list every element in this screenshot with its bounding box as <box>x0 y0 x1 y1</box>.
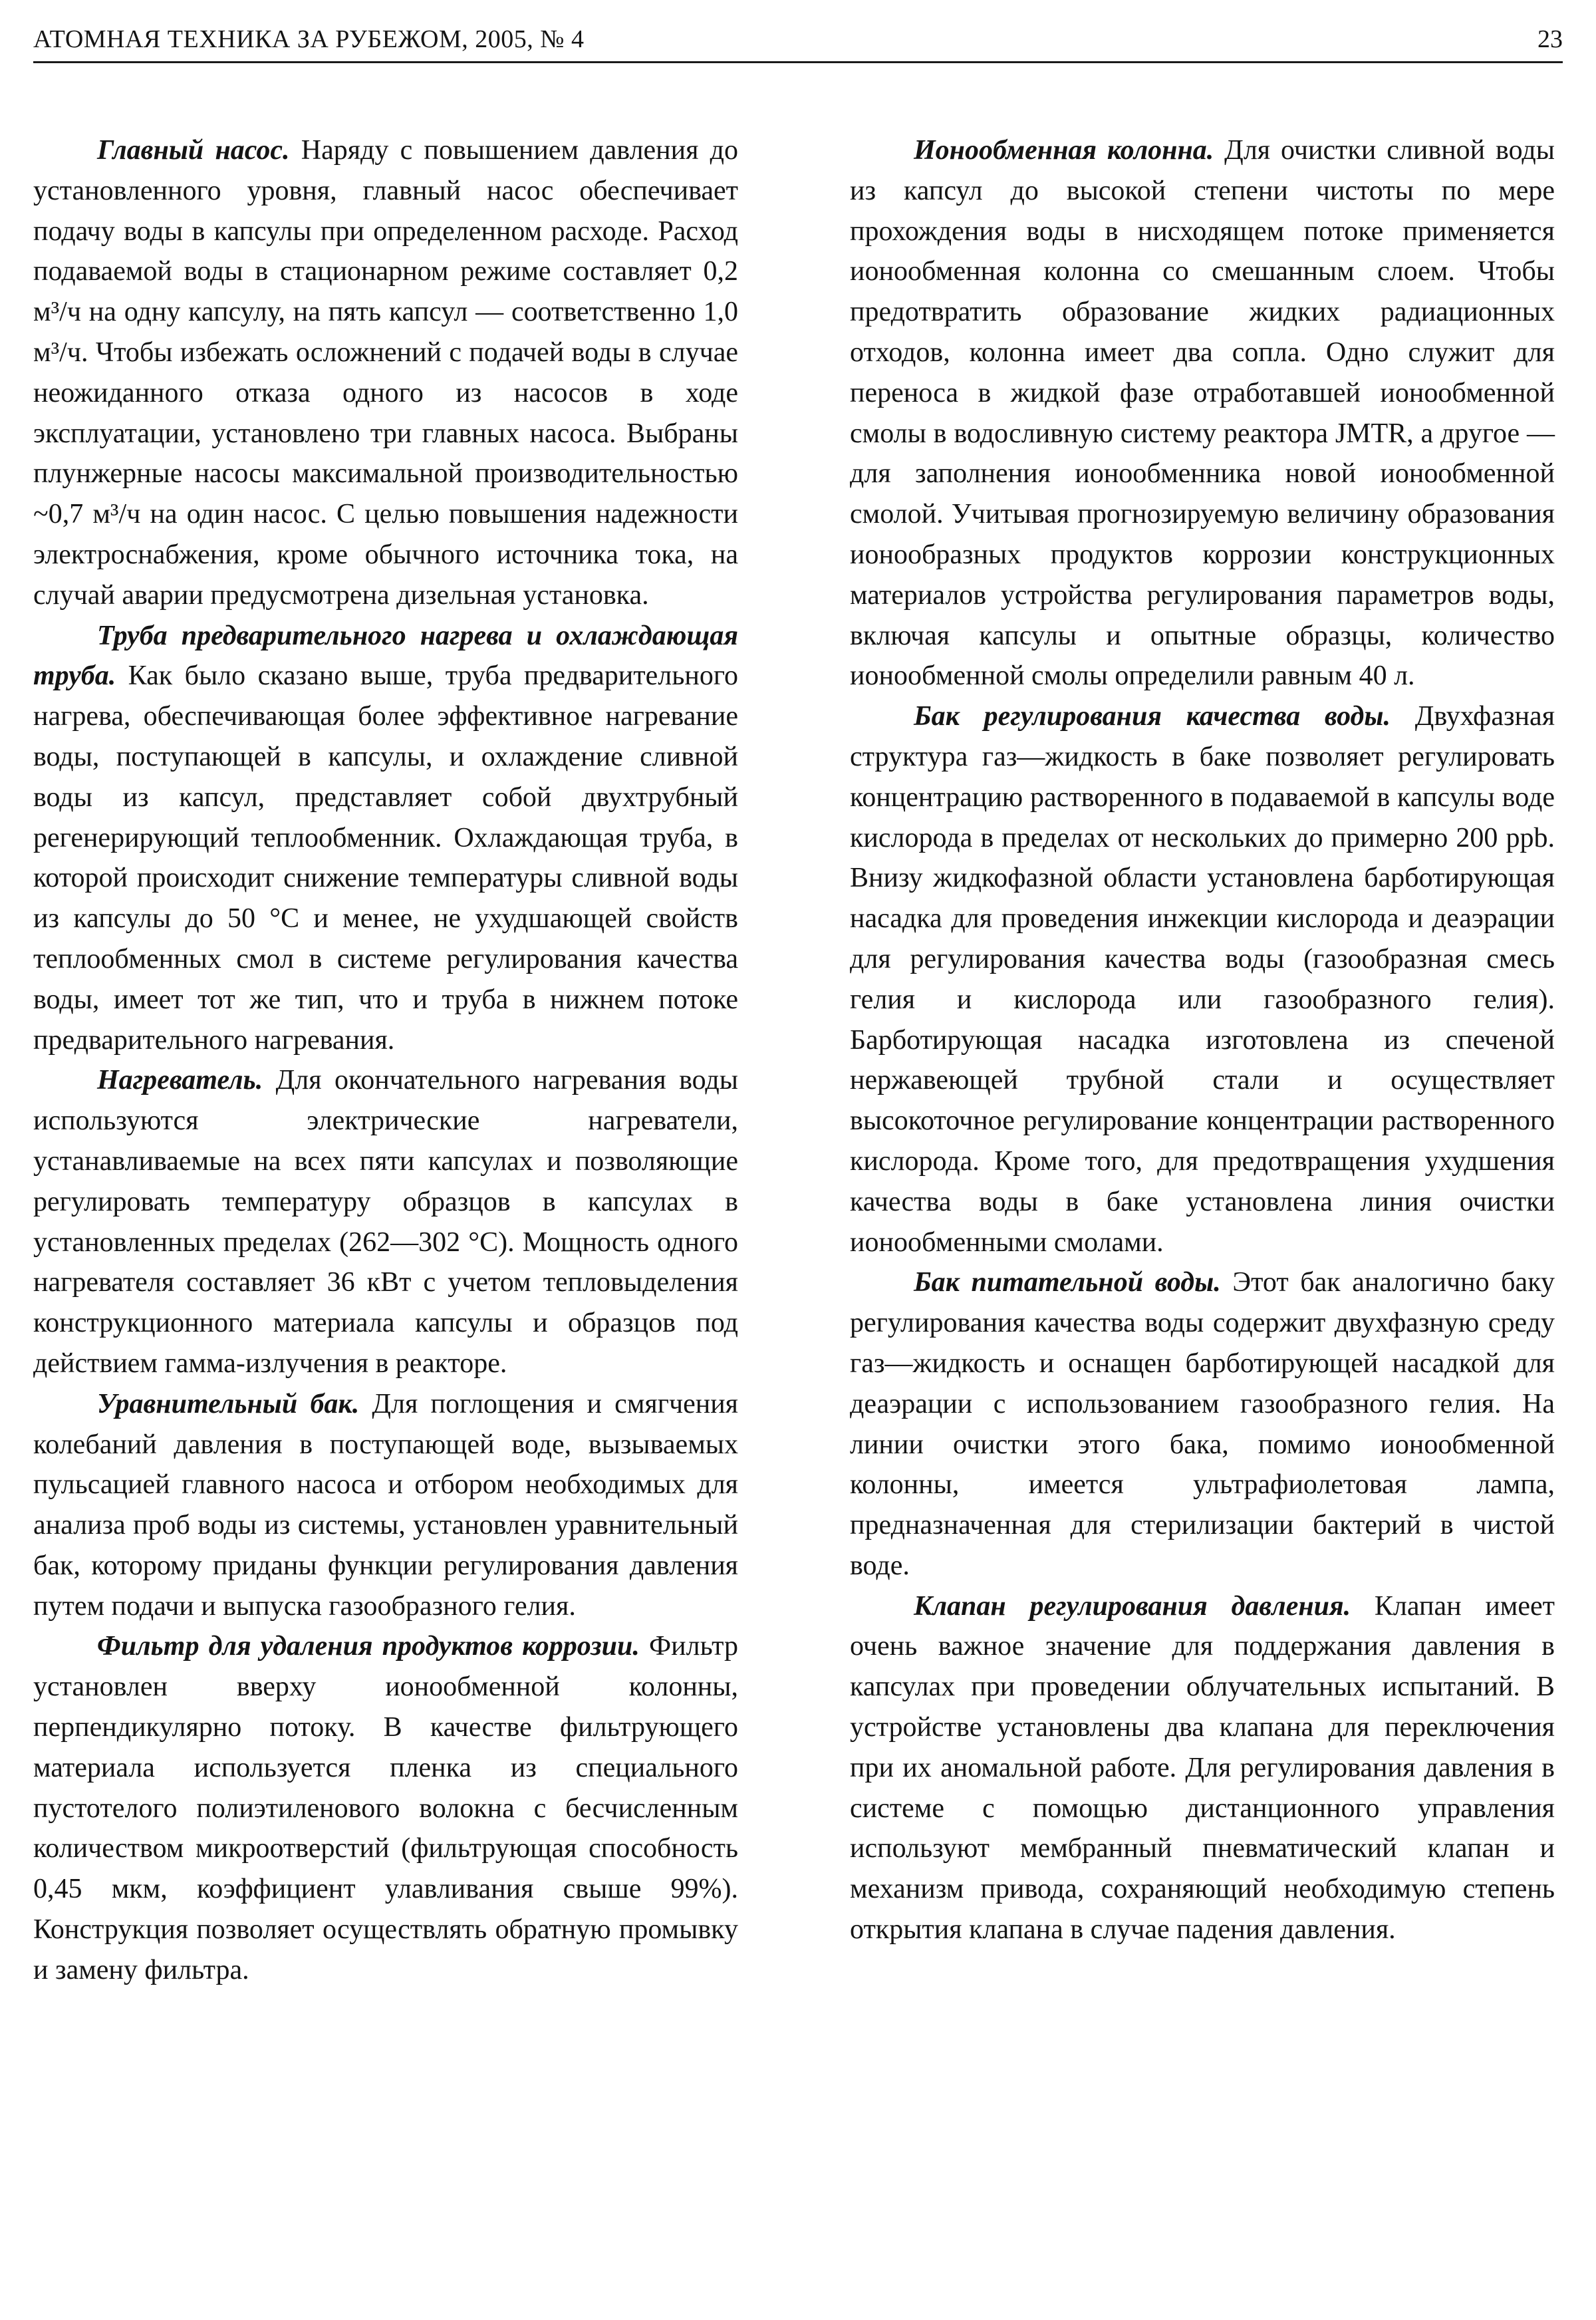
section-text: Для очистки сливной воды из капсул до высокой степени чистоты по мере прохождения воды в нисходящем потоке применяется ионообменная колонна со смешанным слоем. Чтобы предотвратить образование жидких радиационных отходов, колонна имеет два сопла. Одно служит для переноса в жидкой фазе отработавшей ионообменной смолы в водосливную систему реактора JMTR, а другое — для заполнения ионообменника новой ионообменной смолой. Учитывая прогнозируемую величину образования ионообразных продуктов коррозии конструкционных материалов устройства регулирования параметров воды, включая капсулы и опытные образцы, количество ионообменной смолы определили равным 40 л. <box>850 135 1555 692</box>
section-heading: Фильтр для удаления продуктов коррозии. <box>97 1631 640 1662</box>
section-text: Этот бак аналогично баку регулирования качества воды содержит двухфазную среду газ—жидкость и оснащен барботирующей насадкой для деаэрации с использованием газообразного гелия. На линии очистки этого бака, помимо ионообменной колонны, имеется ультрафиолетовая лампа, предназначенная для стерилизации бактерий в чистой воде. <box>850 1267 1555 1581</box>
section-heading: Бак питательной воды. <box>914 1267 1221 1298</box>
journal-title: АТОМНАЯ ТЕХНИКА ЗА РУБЕЖОМ, 2005, № 4 <box>33 25 585 53</box>
section-preheat-and-cooling-pipe <box>33 616 738 1061</box>
header-rule <box>33 61 1563 63</box>
section-text: Двухфазная структура газ—жидкость в баке позволяет регулировать концентрацию растворенного в подаваемой в капсулы воде кислорода в пределах от нескольких до примерно 200 ppb. Внизу жидкофазной области установлена барботирующая насадка для проведения инжекции кислорода и деаэрации для регулирования качества воды (газообразная смесь гелия и кислорода или газообразного гелия). Барботирующая насадка изготовлена из спеченой нержавеющей трубной стали и осуществляет высокоточное регулирование концентрации растворенного кислорода. Кроме того, для предотвращения ухудшения качества воды в баке установлена линия очистки ионообменными смолами. <box>850 701 1555 1258</box>
section-heading: Главный насос. <box>97 135 290 166</box>
section-pressure-control-valve <box>850 1586 1555 1950</box>
section-text: Для окончательного нагревания воды используются электрические нагреватели, устанавливаемые на всех пяти капсулах и позволяющие регулировать температуру образцов в капсулах в установленных пределах (262—302 °С). Мощность одного нагревателя составляет 36 кВт с учетом тепловыделения конструкционного материала капсулы и образцов под действием гамма-излучения в реакторе. <box>33 1065 739 1379</box>
section-surge-tank <box>33 1384 738 1627</box>
section-heading: Нагреватель. <box>97 1065 263 1096</box>
section-main-pump <box>33 130 738 616</box>
running-header <box>33 19 1563 60</box>
left-column <box>33 130 738 1991</box>
section-corrosion-filter <box>33 1626 738 1990</box>
section-heading: Уравнительный бак. <box>97 1388 360 1419</box>
section-feedwater-tank <box>850 1262 1555 1586</box>
section-text: Наряду с повышением давления до установленного уровня, главный насос обеспечивает подачу воды в капсулы при определенном расходе. Расход подаваемой воды в стационарном режиме составляет 0,2 м³/ч на одну капсулу, на пять капсул — соответственно 1,0 м³/ч. Чтобы избежать осложнений с подачей воды в случае неожиданного отказа одного из насосов в ходе эксплуатации, установлено три главных насоса. Выбраны плунжерные насосы максимальной производительностью ~0,7 м³/ч на один насос. С целью повышения надежности электроснабжения, кроме обычного источника тока, на случай аварии предусмотрена дизельная установка. <box>33 135 739 611</box>
page-number: 23 <box>1537 25 1563 53</box>
section-heading: Клапан регулирования давления. <box>914 1590 1351 1622</box>
section-water-quality-tank <box>850 696 1555 1262</box>
section-text: Клапан имеет очень важное значение для поддержания давления в капсулах при проведении облучательных испытаний. В устройстве установлены два клапана для переключения при их аномальной работе. Для регулирования давления в системе с помощью дистанционного управления используют мембранный пневматический клапан и механизм привода, сохраняющий необходимую степень открытия клапана в случае падения давления. <box>850 1590 1555 1946</box>
section-text: Для поглощения и смягчения колебаний давления в поступающей воде, вызываемых пульсацией главного насоса и отбором необходимых для анализа проб воды из системы, установлен уравнительный бак, которому приданы функции регулирования давления путем подачи и выпуска газообразного гелия. <box>33 1388 738 1622</box>
section-heater <box>33 1060 738 1383</box>
section-text: Как было сказано выше, труба предварительного нагрева, обеспечивающая более эффективное нагревание воды, поступающей в капсулы, и охлаждение сливной воды из капсул, представляет собой двухтрубный регенерирующий теплообменник. Охлаждающая труба, в которой происходит снижение температуры сливной воды из капсулы до 50 °С и менее, не ухудшающей свойств теплообменных смол в системе регулирования качества воды, имеет тот же тип, что и труба в нижнем потоке предварительного нагревания. <box>33 660 739 1056</box>
section-ion-exchange-column <box>850 130 1555 696</box>
section-heading: Бак регулирования качества воды. <box>914 701 1391 732</box>
section-text: Фильтр установлен вверху ионообменной колонны, перпендикулярно потоку. В качестве фильтрующего материала используется пленка из специального пустотелого полиэтиленового волокна с бесчисленным количеством микроотверстий (фильтрующая способность 0,45 мкм, коэффициент улавливания свыше 99%). Конструкция позволяет осуществлять обратную промывку и замену фильтра. <box>33 1631 739 1985</box>
section-heading: Труба предварительного нагрева и охлаждающая труба. <box>33 620 738 692</box>
right-column <box>850 130 1555 1950</box>
section-heading: Ионообменная колонна. <box>914 135 1214 166</box>
